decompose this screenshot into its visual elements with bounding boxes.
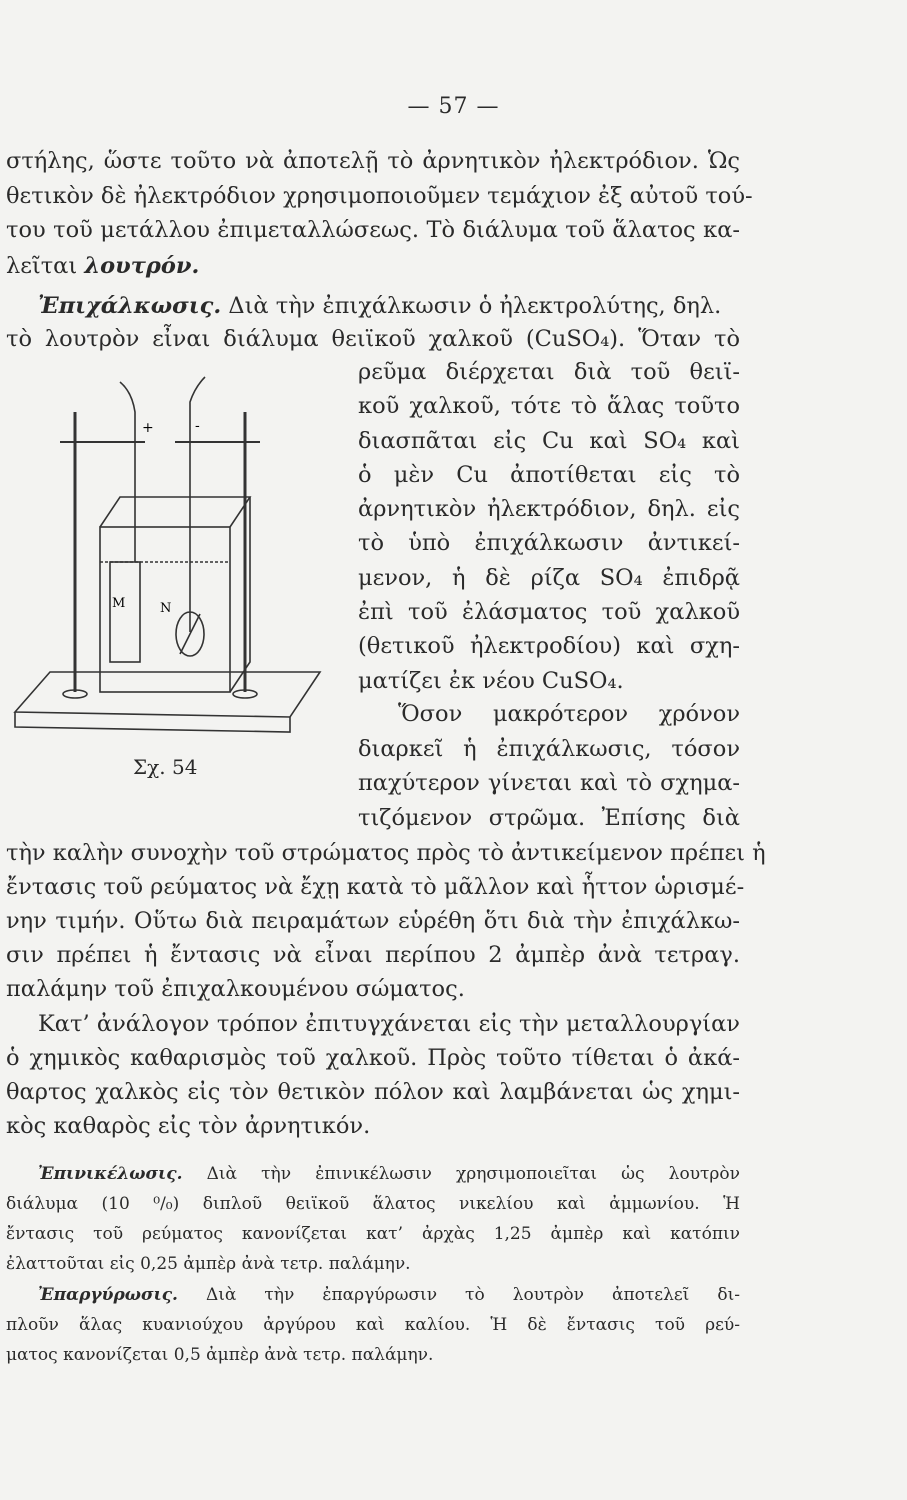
base-board — [15, 672, 320, 717]
glass-tank-side — [230, 497, 250, 692]
page-number: — 57 — — [407, 94, 500, 119]
text-line — [38, 291, 722, 321]
text-line: σιν πρέπει ἡ ἔντασις νὰ εἶναι περίπου 2 ἀμπὲρ ἀνὰ τετραγ. — [6, 942, 740, 968]
text-line: του τοῦ μετάλλου ἐπιμεταλλώσεως. Τὸ διάλυμα τοῦ ἅλατος κα- — [6, 217, 740, 243]
minus-label: - — [195, 418, 200, 434]
figure-electrolysis-apparatus — [10, 372, 340, 792]
small-text-line: διάλυμα (10 ⁰/₀) διπλοῦ θειϊκοῦ ἅλατος νικελίου καὶ ἀμμωνίου. Ἡ — [6, 1194, 740, 1214]
text-line: ματίζει ἐκ νέου CuSO₄. — [358, 668, 624, 694]
text-line: παλάμην τοῦ ἐπιχαλκουμένου σώματος. — [6, 976, 465, 1002]
text-line — [6, 251, 740, 281]
text-line: ἐπὶ τοῦ ἐλάσματος τοῦ χαλκοῦ — [358, 599, 740, 625]
text-span: Διὰ τὴν ἐπιχάλκωσιν ὁ ἠλεκτρολύτης, δηλ. — [221, 293, 722, 319]
text-line: τὴν καλὴν συνοχὴν τοῦ στρώματος πρὸς τὸ ἀντικείμενον πρέπει ἡ — [6, 840, 766, 866]
text-line: ὁ χημικὸς καθαρισμὸς τοῦ χαλκοῦ. Πρὸς τοῦτο τίθεται ὁ ἀκά- — [6, 1045, 740, 1071]
text-line: μενον, ἡ δὲ ρίζα SO₄ ἐπιδρᾷ — [358, 565, 740, 591]
m-label: M — [112, 596, 126, 611]
small-text-line — [38, 1283, 740, 1307]
text-line: ἀρνητικὸν ἠλεκτρόδιον, δηλ. εἰς — [358, 496, 740, 522]
plus-label: + — [142, 420, 154, 436]
text-line: κὸς καθαρὸς εἰς τὸν ἀρνητικόν. — [6, 1113, 371, 1139]
text-line: (θετικοῦ ἠλεκτροδίου) καὶ σχη- — [358, 633, 740, 659]
text-line: παχύτερον γίνεται καὶ τὸ σχημα- — [358, 770, 740, 796]
section-heading-silver-plating: Ἐπαργύρωσις. — [38, 1285, 178, 1305]
positive-wire — [120, 382, 135, 442]
small-text-line: ἐλαττοῦται εἰς 0,25 ἀμπὲρ ἀνὰ τετρ. παλάμην. — [6, 1254, 411, 1274]
text-line: κοῦ χαλκοῦ, τότε τὸ ἅλας τοῦτο — [358, 393, 740, 419]
text-line: διαρκεῖ ἡ ἐπιχάλκωσις, τόσον — [358, 736, 740, 762]
text-line: ρεῦμα διέρχεται διὰ τοῦ θειϊ- — [358, 359, 740, 385]
text-line: ὁ μὲν Cu ἀποτίθεται εἰς τὸ — [358, 462, 740, 488]
small-text-line: ἔντασις τοῦ ρεύματος κανονίζεται κατ’ ἀρχὰς 1,25 ἀμπὲρ καὶ κατόπιν — [6, 1224, 740, 1244]
small-text-line: πλοῦν ἅλας κυανιούχου ἀργύρου καὶ καλίου. Ἡ δὲ ἔντασις τοῦ ρεύ- — [6, 1315, 740, 1335]
figure-caption: Σχ. 54 — [133, 755, 198, 779]
section-heading-copper-plating: Ἐπιχάλκωσις. — [38, 293, 222, 319]
text-line: θετικὸν δὲ ἠλεκτρόδιον χρησιμοποιοῦμεν τεμάχιον ἐξ αὐτοῦ τού- — [6, 183, 753, 209]
small-text-line — [38, 1162, 740, 1186]
n-label: N — [160, 601, 172, 616]
text-line: τὸ ὑπὸ ἐπιχάλκωσιν ἀντικεί- — [358, 530, 740, 556]
text-line: διασπᾶται εἰς Cu καὶ SO₄ καὶ — [358, 428, 740, 454]
small-text-line: ματος κανονίζεται 0,5 ἀμπὲρ ἀνὰ τετρ. παλάμην. — [6, 1345, 434, 1365]
text-line: ἔντασις τοῦ ρεύματος νὰ ἔχῃ κατὰ τὸ μᾶλλον καὶ ἧττον ὡρισμέ- — [6, 874, 745, 900]
text-span: Διὰ τὴν ἐπινικέλωσιν χρησιμοποιεῖται ὡς λουτρὸν — [182, 1164, 740, 1184]
section-heading-nickel-plating: Ἐπινικέλωσις. — [38, 1164, 183, 1184]
text-line: Κατ’ ἀνάλογον τρόπον ἐπιτυγχάνεται εἰς τὴν μεταλλουργίαν — [38, 1011, 740, 1037]
glass-tank-top — [100, 497, 250, 527]
term-bath: λουτρόν. — [84, 253, 200, 279]
text-line: στήλης, ὥστε τοῦτο νὰ ἀποτελῇ τὸ ἀρνητικὸν ἠλεκτρόδιον. Ὡς — [6, 148, 740, 174]
electroplating-apparatus-illustration — [10, 372, 340, 752]
text-line: νην τιμήν. Οὕτω διὰ πειραμάτων εὑρέθη ὅτι διὰ τὴν ἐπιχάλκω- — [6, 908, 740, 934]
text-line: τιζόμενον στρῶμα. Ἐπίσης διὰ — [358, 805, 740, 831]
text-line: τὸ λουτρὸν εἶναι διάλυμα θειϊκοῦ χαλκοῦ (CuSO₄). Ὅταν τὸ — [6, 326, 740, 352]
text-span: λεῖται — [6, 253, 85, 279]
text-line: Ὅσον μακρότερον χρόνον — [398, 701, 740, 727]
text-span: Διὰ τὴν ἐπαργύρωσιν τὸ λουτρὸν ἀποτελεῖ δι- — [177, 1285, 740, 1305]
copper-plate-electrode — [110, 562, 140, 662]
text-line: θαρτος χαλκὸς εἰς τὸν θετικὸν πόλον καὶ λαμβάνεται ὡς χημι- — [6, 1079, 740, 1105]
